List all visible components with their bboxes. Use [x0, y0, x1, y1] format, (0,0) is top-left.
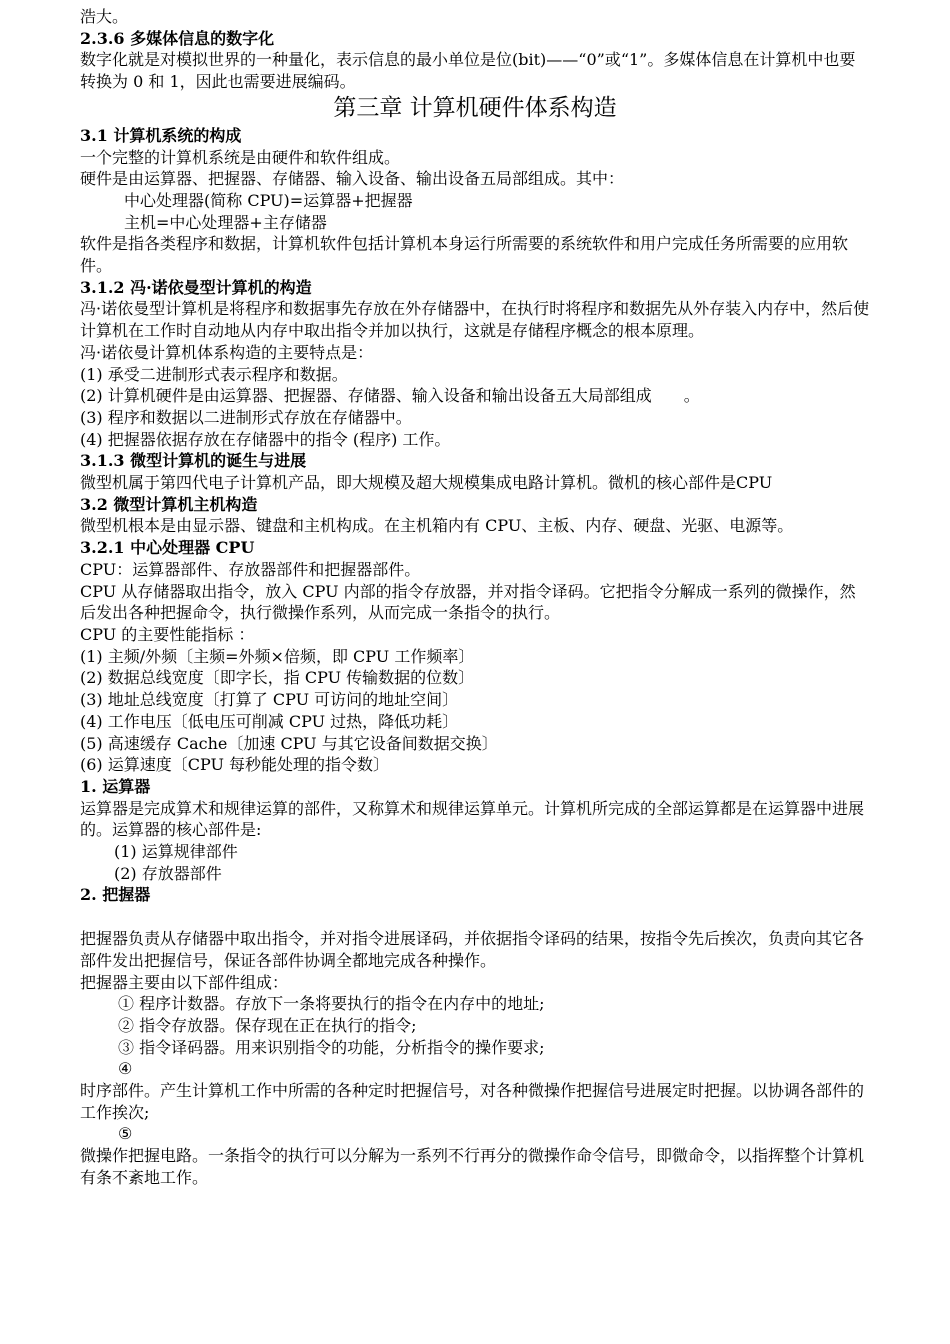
- paragraph: 硬件是由运算器、把握器、存储器、输入设备、输出设备五局部组成。其中：: [80, 169, 625, 189]
- list-item: (6) 运算速度〔CPU 每秒能处理的指令数〕: [80, 755, 390, 775]
- paragraph: 一个完整的计算机系统是由硬件和软件组成。: [80, 147, 401, 167]
- paragraph: 把握器主要由以下部件组成：: [80, 972, 289, 992]
- section-heading: 3.2.1 中心处理器 CPU: [80, 538, 255, 558]
- blank-line: [80, 906, 870, 928]
- section-heading: 2.3.6 多媒体信息的数字化: [80, 28, 275, 48]
- section-heading: 3.1.2 冯·诺依曼型计算机的构造: [80, 277, 312, 297]
- paragraph: 微型机属于第四代电子计算机产品，即大规模及超大规模集成电路计算机。微机的核心部件是CPU: [80, 473, 773, 493]
- list-item: (3) 程序和数据以二进制形式存放在存储器中。: [80, 407, 412, 427]
- paragraph: CPU 的主要性能指标 ：: [80, 624, 255, 644]
- list-item: (2) 存放器部件: [114, 863, 222, 883]
- list-item: ② 指令存放器。保存现在正在执行的指令;: [118, 1015, 417, 1035]
- section-heading: 2. 把握器: [80, 885, 151, 905]
- section-heading: 3.1.3 微型计算机的诞生与进展: [80, 451, 307, 471]
- list-item: (1) 运算规律部件: [114, 842, 238, 862]
- section-heading: 3.1 计算机系统的构成: [80, 125, 242, 145]
- formula-line: 主机=中心处理器+主存储器: [124, 212, 327, 232]
- list-item: (1) 承受二进制形式表示程序和数据。: [80, 364, 348, 384]
- paragraph: 把握器负责从存储器中取出指令，并对指令进展译码，并依据指令译码的结果，按指令先后挨次，负责向其它各部件发出把握信号，保证各部件协调全都地完成各种操作。: [80, 929, 865, 970]
- formula-line: 中心处理器(简称 CPU)=运算器+把握器: [124, 190, 413, 210]
- list-item: (4) 把握器依据存放在存储器中的指令 (程序) 工作。: [80, 429, 451, 449]
- paragraph: 运算器是完成算术和规律运算的部件，又称算术和规律运算单元。计算机所完成的全部运算都是在运算器中进展的。运算器的核心部件是:: [80, 798, 865, 840]
- list-item: (4) 工作电压〔低电压可削减 CPU 过热，降低功耗〕: [80, 711, 459, 731]
- list-item: (2) 数据总线宽度〔即字长，指 CPU 传输数据的位数〕: [80, 668, 475, 688]
- list-item: ③ 指令译码器。用来识别指令的功能，分析指令的操作要求;: [118, 1037, 545, 1057]
- paragraph: 软件是指各类程序和数据，计算机软件包括计算机本身运行所需要的系统软件和用户完成任务所需要的应用软件。: [80, 234, 849, 276]
- paragraph: CPU 从存储器取出指令，放入 CPU 内部的指令存放器，并对指令译码。它把指令分解成一系列的微操作，然后发出各种把握命令，执行微操作系列，从而完成一条指令的执行。: [80, 581, 856, 623]
- document-page: [80, 6, 870, 1189]
- list-marker: ④: [118, 1059, 133, 1079]
- list-item: (3) 地址总线宽度〔打算了 CPU 可访问的地址空间〕: [80, 690, 459, 710]
- list-item: (2) 计算机硬件是由运算器、把握器、存储器、输入设备和输出设备五大局部组成 。: [80, 386, 700, 406]
- section-heading: 1. 运算器: [80, 776, 151, 796]
- list-item: ① 程序计数器。存放下一条将要执行的指令在内存中的地址;: [118, 994, 545, 1014]
- paragraph: 微操作把握电路。一条指令的执行可以分解为一系列不行再分的微操作命令信号，即微命令，以指挥整个计算机有条不紊地工作。: [80, 1146, 865, 1187]
- list-item: (5) 高速缓存 Cache〔加速 CPU 与其它设备间数据交换〕: [80, 733, 498, 753]
- paragraph: 浩大。: [80, 7, 129, 26]
- section-heading: 3.2 微型计算机主机构造: [80, 494, 258, 514]
- paragraph: 时序部件。产生计算机工作中所需的各种定时把握信号，对各种微操作把握信号进展定时把握。以协调各部件的工作挨次;: [80, 1081, 865, 1122]
- paragraph: 冯·诺依曼型计算机是将程序和数据事先存放在外存储器中，在执行时将程序和数据先从外存装入内存中，然后使计算机在工作时自动地从内存中取出指令并加以执行，这就是存储程序概念的根本原理。: [80, 299, 870, 341]
- chapter-title: 第三章 计算机硬件体系构造: [333, 94, 617, 121]
- list-marker: ⑤: [118, 1124, 133, 1144]
- paragraph: 数字化就是对模拟世界的一种量化，表示信息的最小单位是位(bit)——“0”或“1”。多媒体信息在计算机中也要转换为 0 和 1，因此也需要进展编码。: [80, 50, 856, 92]
- paragraph: 冯·诺依曼计算机体系构造的主要特点是：: [80, 342, 374, 362]
- list-item: (1) 主频/外频〔主频=外频×倍频，即 CPU 工作频率〕: [80, 646, 475, 666]
- paragraph: 微型机根本是由显示器、键盘和主机构成。在主机箱内有 CPU、主板、内存、硬盘、光驱、电源等。: [80, 516, 794, 536]
- paragraph: CPU：运算器部件、存放器部件和把握器部件。: [80, 559, 421, 579]
